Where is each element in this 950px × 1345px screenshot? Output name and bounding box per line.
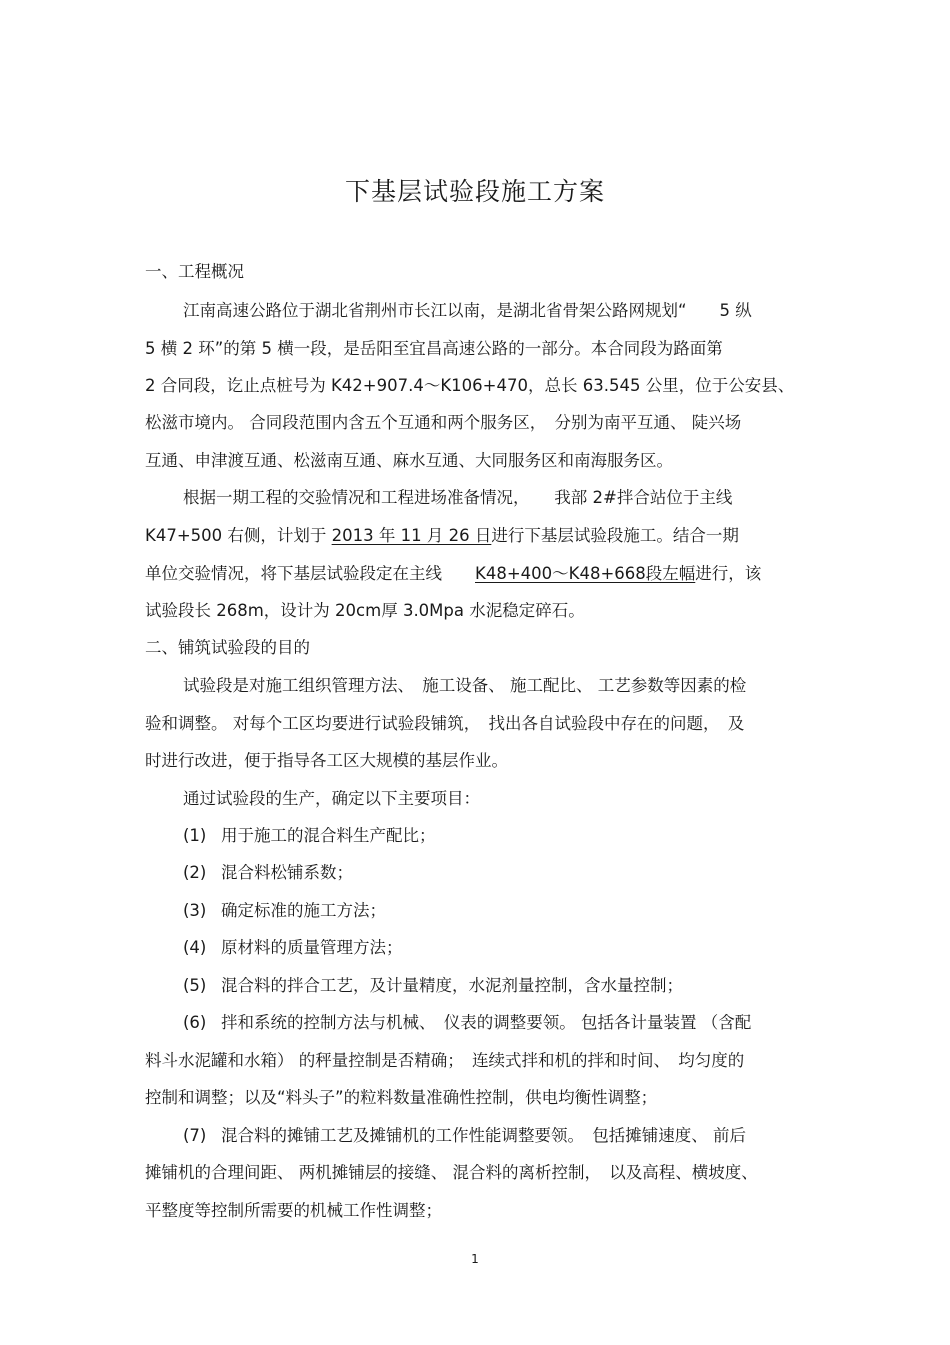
list-item-number: (4) bbox=[183, 938, 207, 957]
paragraph-line: 试验段长 268m，设计为 20cm厚 3.0Mpa 水泥稳定碎石。 bbox=[145, 601, 585, 620]
section-heading-purpose: 二、铺筑试验段的目的 bbox=[145, 638, 310, 657]
paragraph-line: 江南高速公路位于湖北省荆州市长江以南，是湖北省骨架公路网规划“ 5 纵 bbox=[183, 301, 752, 320]
paragraph-line: 验和调整。 对每个工区均要进行试验段铺筑， 找出各自试验段中存在的问题， 及 bbox=[145, 714, 745, 733]
paragraph-line: 松滋市境内。 合同段范围内含五个互通和两个服务区， 分别为南平互通、 陡兴场 bbox=[145, 413, 742, 432]
paragraph-line: 通过试验段的生产，确定以下主要项目： bbox=[183, 789, 480, 808]
list-item: 用于施工的混合料生产配比； bbox=[221, 826, 436, 845]
paragraph-line: 试验段是对施工组织管理方法、 施工设备、 施工配比、 工艺参数等因素的检 bbox=[183, 676, 747, 695]
text-segment: 进行，该 bbox=[695, 564, 762, 583]
paragraph-line bbox=[145, 526, 739, 546]
list-item-continuation: 摊铺机的合理间距、 两机摊铺层的接缝、 混合料的离析控制， 以及高程、横坡度、 bbox=[145, 1163, 758, 1182]
text-segment: 进行下基层试验段施工。结合一期 bbox=[491, 526, 739, 545]
text-segment: 单位交验情况，将下基层试验段定在主线 bbox=[145, 564, 475, 583]
list-item: 确定标准的施工方法； bbox=[221, 901, 386, 920]
paragraph-line: 互通、申津渡互通、松滋南互通、麻水互通、大同服务区和南海服务区。 bbox=[145, 451, 673, 470]
list-item-number: (6) bbox=[183, 1013, 207, 1032]
paragraph-line: 5 横 2 环”的第 5 横一段，是岳阳至宜昌高速公路的一部分。本合同段为路面第 bbox=[145, 339, 723, 358]
section-heading-overview: 一、工程概况 bbox=[145, 262, 244, 281]
list-item-continuation: 平整度等控制所需要的机械工作性调整； bbox=[145, 1201, 442, 1220]
list-item-continuation: 料斗水泥罐和水箱） 的秤量控制是否精确； 连续式拌和机的拌和时间、 均匀度的 bbox=[145, 1051, 745, 1070]
list-item: 混合料的摊铺工艺及摊铺机的工作性能调整要领。 包括摊铺速度、 前后 bbox=[221, 1126, 746, 1145]
list-item-number: (7) bbox=[183, 1126, 207, 1145]
chainage-range: K48+400～K48+668段左幅 bbox=[475, 564, 696, 583]
paragraph-line: 时进行改进，便于指导各工区大规模的基层作业。 bbox=[145, 751, 508, 770]
page-number: 1 bbox=[471, 1252, 479, 1266]
list-item-number: (3) bbox=[183, 901, 207, 920]
list-item: 混合料的拌合工艺，及计量精度，水泥剂量控制，含水量控制； bbox=[221, 976, 683, 995]
paragraph-line bbox=[145, 564, 761, 584]
list-item-number: (5) bbox=[183, 976, 207, 995]
list-item-continuation: 控制和调整；以及“料头子”的粒料数量准确性控制，供电均衡性调整； bbox=[145, 1088, 658, 1107]
list-item: 混合料松铺系数； bbox=[221, 863, 353, 882]
text-segment: K47+500 右侧，计划于 bbox=[145, 526, 332, 545]
paragraph-line: 2 合同段，讫止点桩号为 K42+907.4～K106+470，总长 63.545 公里，位于公安县、 bbox=[145, 376, 795, 395]
list-item-number: (2) bbox=[183, 863, 207, 882]
paragraph-line: 根据一期工程的交验情况和工程进场准备情况， 我部 2#拌合站位于主线 bbox=[183, 488, 733, 507]
page-title: 下基层试验段施工方案 bbox=[344, 177, 605, 206]
list-item-number: (1) bbox=[183, 826, 207, 845]
construction-date: 2013 年 11 月 26 日 bbox=[331, 526, 492, 545]
list-item: 原材料的质量管理方法； bbox=[221, 938, 403, 957]
list-item: 拌和系统的控制方法与机械、 仪表的调整要领。 包括各计量装置 （含配 bbox=[221, 1013, 752, 1032]
